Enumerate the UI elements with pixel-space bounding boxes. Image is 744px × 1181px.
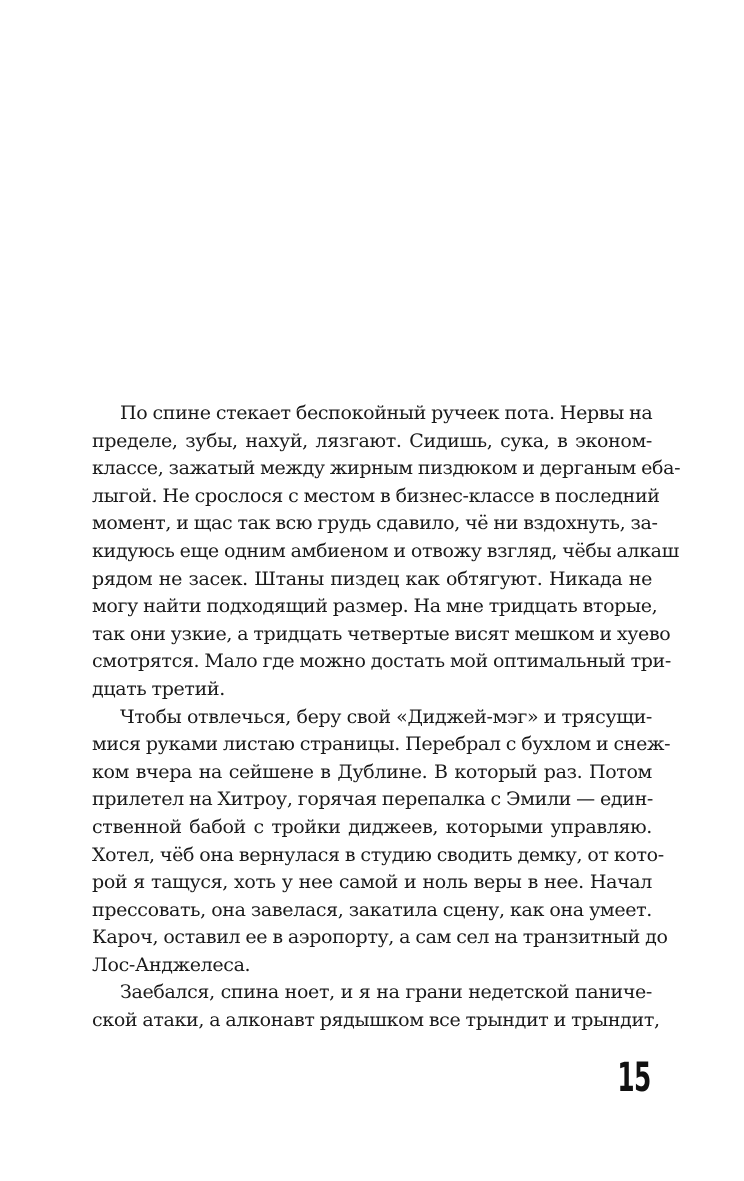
text-line: кидуюсь еще одним амбиеном и отвожу взгляд, чёбы алкаш xyxy=(92,539,679,562)
text-line: Заебался, спина ноет, и я на грани недетской паниче- xyxy=(120,981,652,1004)
text-line: прилетел на Хитроу, горячая перепалка с Эмили — един- xyxy=(92,788,653,811)
text-line: смотрятся. Мало где можно достать мой оптимальный три- xyxy=(92,650,671,673)
text-line: Лос-Анджелеса. xyxy=(92,953,251,976)
text-line: лыгой. Не срослося с местом в бизнес-классе в последний xyxy=(92,484,660,507)
text-line: момент, и щас так всю грудь сдавило, чё ни вздохнуть, за- xyxy=(92,512,658,535)
text-line: Кароч, оставил ее в аэропорту, а сам сел на транзитный до xyxy=(92,926,668,949)
text-line: По спине стекает беспокойный ручеек пота. Нервы на xyxy=(120,402,653,424)
text-line: так они узкие, а тридцать четвертые висят мешком и хуево xyxy=(92,622,671,645)
text-line: мися руками листаю страницы. Перебрал с бухлом и снеж- xyxy=(92,733,671,756)
text-line: прессовать, она завелася, закатила сцену, как она умеет. xyxy=(92,898,652,921)
paragraph-2 xyxy=(92,704,671,980)
text-line: ственной бабой с тройки диджеев, которыми управляю. xyxy=(92,815,652,838)
text-line: рядом не засек. Штаны пиздец как обтягуют. Никада не xyxy=(92,567,652,590)
body-text xyxy=(92,400,681,1035)
text-line: ской атаки, а алконавт рядышком все трындит и трындит, xyxy=(92,1009,660,1032)
text-line: рой я тащуся, хоть у нее самой и ноль веры в нее. Начал xyxy=(92,871,652,894)
text-line: могу найти подходящий размер. На мне тридцать вторые, xyxy=(92,595,658,618)
text-line: дцать третий. xyxy=(92,677,225,700)
text-line: ком вчера на сейшене в Дублине. В который раз. Потом xyxy=(92,760,652,783)
paragraph-3 xyxy=(92,979,660,1034)
page-number: 15 xyxy=(617,1055,651,1101)
text-line: классе, зажатый между жирным пиздюком и дерганым еба- xyxy=(92,457,681,480)
paragraph-1 xyxy=(92,400,681,704)
text-line: пределе, зубы, нахуй, лязгают. Сидишь, сука, в эконом- xyxy=(92,429,652,452)
text-line: Чтобы отвлечься, беру свой «Диджей-мэг» и трясущи- xyxy=(120,705,652,728)
text-line: Хотел, чёб она вернулася в студию сводить демку, от кото- xyxy=(92,843,664,866)
